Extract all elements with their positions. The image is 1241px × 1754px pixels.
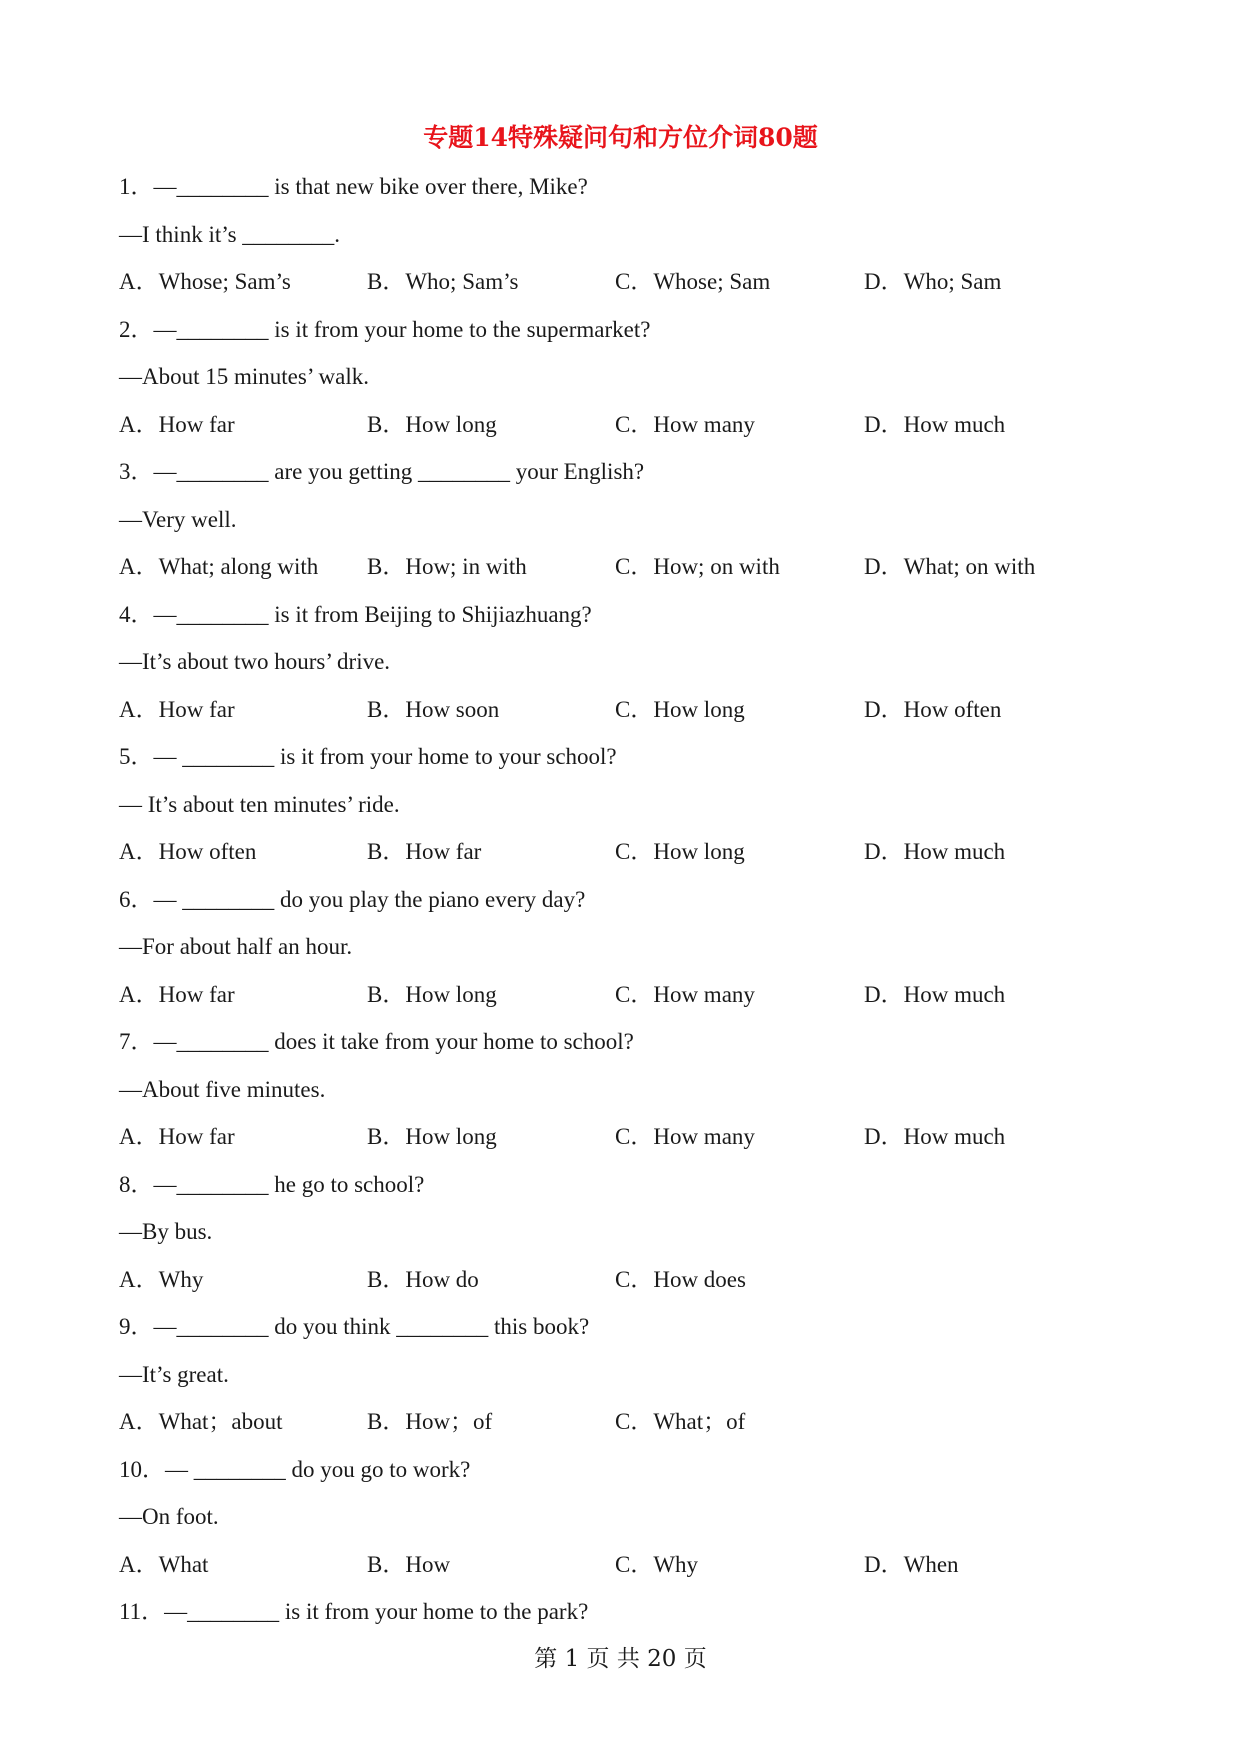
option-a: A．How far	[119, 1124, 235, 1149]
option-a: A．How often	[119, 839, 257, 864]
question-reply: —On foot.	[119, 1504, 219, 1529]
option-a: A．What	[119, 1551, 209, 1577]
option-b: B．How long	[367, 411, 497, 437]
option-b: B．How; in with	[367, 554, 527, 579]
question-reply: —I think it’s ________.	[119, 221, 341, 247]
question-reply: —About five minutes.	[119, 1076, 326, 1102]
question-reply: —By bus.	[119, 1219, 213, 1244]
option-b: B．How long	[367, 1124, 497, 1149]
option-c: C．How long	[615, 839, 745, 864]
question-stem: 7．—________ does it take from your home to school?	[119, 1029, 634, 1054]
option-a: A．Whose; Sam’s	[119, 269, 291, 294]
options-row	[119, 1541, 1129, 1589]
option-b: B．How；of	[367, 1409, 493, 1434]
question-reply: —It’s about two hours’ drive.	[119, 649, 391, 674]
option-a: A．What; along with	[119, 554, 319, 579]
options-row	[119, 828, 1129, 876]
option-c: C．Why	[615, 1551, 699, 1577]
option-d: D．How often	[864, 696, 1002, 722]
option-d: D．How much	[864, 1124, 1006, 1149]
option-a: A．How far	[119, 696, 235, 722]
option-d: D．What; on with	[864, 554, 1036, 579]
question-stem: 6．— ________ do you play the piano every day?	[119, 886, 586, 912]
option-d: D．How much	[864, 411, 1006, 437]
question-stem: 1．—________ is that new bike over there, Mike?	[119, 174, 588, 199]
option-c: C．How many	[615, 1124, 755, 1149]
question-stem: 3．—________ are you getting ________ your English?	[119, 459, 645, 484]
option-d: D．How much	[864, 839, 1006, 864]
options-row	[119, 971, 1129, 1019]
question-reply: —Very well.	[119, 506, 237, 532]
question-stem: 5．— ________ is it from your home to your school?	[119, 744, 617, 769]
option-b: B．How soon	[367, 696, 500, 722]
option-c: C．How many	[615, 981, 755, 1007]
option-d: D．When	[864, 1551, 959, 1577]
option-b: B．How	[367, 1551, 451, 1577]
option-d: D．How much	[864, 981, 1006, 1007]
question-stem: 10．— ________ do you go to work?	[119, 1456, 471, 1482]
option-c: C．Whose; Sam	[615, 269, 771, 294]
question-stem: 11．—________ is it from your home to the park?	[119, 1599, 589, 1624]
question-stem: 9．—________ do you think ________ this book?	[119, 1314, 590, 1339]
question-list	[119, 163, 1129, 1636]
question-stem: 2．—________ is it from your home to the supermarket?	[119, 316, 651, 342]
option-c: C．How; on with	[615, 554, 780, 579]
document-title: 专题14特殊疑问句和方位介词80题	[423, 123, 818, 152]
option-a: A．How far	[119, 981, 235, 1007]
options-row	[119, 1398, 1129, 1446]
options-row	[119, 258, 1129, 306]
option-a: A．How far	[119, 411, 235, 437]
options-row	[119, 1113, 1129, 1161]
option-c: C．How many	[615, 411, 755, 437]
options-row	[119, 401, 1129, 449]
question-reply: —It’s great.	[119, 1361, 229, 1387]
question-reply: —About 15 minutes’ walk.	[119, 364, 369, 389]
question-reply: — It’s about ten minutes’ ride.	[119, 791, 400, 817]
option-a: A．What；about	[119, 1409, 283, 1434]
option-b: B．How long	[367, 981, 497, 1007]
options-row	[119, 543, 1129, 591]
page-footer: 第 1 页 共 20 页	[534, 1646, 707, 1672]
option-a: A．Why	[119, 1266, 204, 1292]
question-reply: —For about half an hour.	[119, 934, 353, 959]
options-row	[119, 1256, 1129, 1304]
option-c: C．What；of	[615, 1409, 746, 1434]
option-b: B．Who; Sam’s	[367, 269, 519, 294]
option-c: C．How does	[615, 1266, 746, 1292]
question-stem: 8．—________ he go to school?	[119, 1171, 425, 1197]
option-d: D．Who; Sam	[864, 269, 1002, 294]
options-row	[119, 686, 1129, 734]
question-stem: 4．—________ is it from Beijing to Shijiazhuang?	[119, 601, 592, 627]
option-b: B．How far	[367, 839, 482, 864]
option-b: B．How do	[367, 1266, 479, 1292]
option-c: C．How long	[615, 696, 745, 722]
